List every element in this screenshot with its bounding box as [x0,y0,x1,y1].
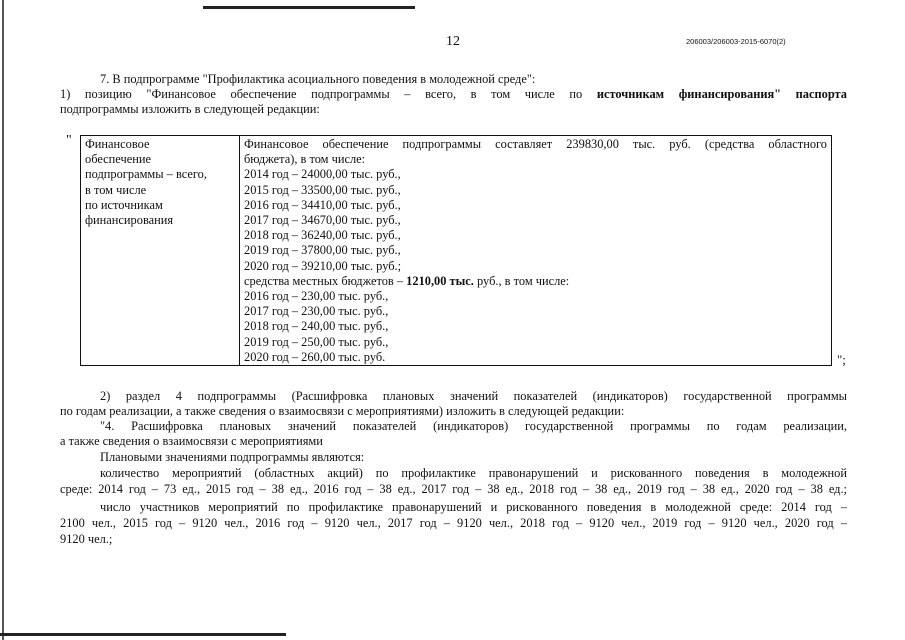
section-2-line-9: 2100 чел., 2015 год – 9120 чел., 2016 год – 9120 чел., 2017 год – 9120 чел., 2018 год – 9120 чел., 2019 год – 9120 чел., 2020 год – [60,516,847,530]
local-budget-intro-text: средства местных бюджетов – [244,273,407,288]
local-year-line: 2016 год – 230,00 тыс. руб., [244,289,389,304]
page-number: 12 [446,34,460,49]
passport-table [80,135,832,366]
label-line: Финансовое [85,137,150,151]
regional-year-line: 2017 год – 34670,00 тыс. руб., [244,213,401,228]
section-2-line-1: 2) раздел 4 подпрограммы (Расшифровка плановых значений показателей (индикаторов) государственной программы [100,389,847,403]
label-line: финансирования [85,213,174,228]
local-year-line: 2017 год – 230,00 тыс. руб., [244,304,389,319]
label-line: по источникам [85,197,163,212]
section-2-line-8: число участников мероприятий по профилактике правонарушений и рискованного поведения в молодежной среде: 2014 год – [100,500,847,514]
local-year-line: 2018 год – 240,00 тыс. руб., [244,319,389,334]
local-budget-total: 1210,00 тыс. [406,273,474,288]
table-close-quote: "; [837,352,846,367]
section-7-item-1-line-2: подпрограммы изложить в следующей редакции: [60,102,320,116]
regional-year-line: 2020 год – 39210,00 тыс. руб.; [244,258,402,273]
section-7-heading: 7. В подпрограмме "Профилактика асоциального поведения в молодежной среде": [100,72,536,86]
label-line: обеспечение [85,152,151,167]
section-2-line-7: среде: 2014 год – 73 ед., 2015 год – 38 ед., 2016 год – 38 ед., 2017 год – 38 ед., 2018 год – 38 ед., 2019 год – 38 ед., 2020 год – 38 ед.; [60,482,847,496]
section-7-item-1-text: 1) позицию "Финансовое обеспечение подпрограммы – всего, в том числе по [60,87,597,101]
funding-intro-line-1: Финансовое обеспечение подпрограммы составляет 239830,00 тыс. руб. (средства областного [244,137,827,151]
local-year-line: 2020 год – 260,00 тыс. руб. [244,349,386,364]
section-2-line-10: 9120 чел.; [60,532,113,546]
label-line: в том числе [85,182,147,197]
label-line: подпрограммы – всего, [85,167,207,182]
section-2-line-4: а также сведения о взаимосвязи с мероприятиями [60,434,323,448]
document-id: 206003/206003-2015-6070(2) [686,37,786,46]
section-2-line-3: "4. Расшифровка плановых значений показателей (индикаторов) государственной программы по годам реализации, [100,419,847,433]
local-year-line: 2019 год – 250,00 тыс. руб., [244,334,389,349]
local-budget-intro-tail: руб., в том числе: [473,273,570,288]
section-2-line-2: по годам реализации, а также сведения о взаимосвязи с мероприятиями) изложить в следующей редакции: [60,404,625,418]
table-open-quote: " [66,133,72,148]
section-2-line-6: количество мероприятий (областных акций) по профилактике правонарушений и рискованного поведения в молодежной [100,466,847,480]
local-budget-intro [244,274,827,289]
scan-edge-left [2,0,4,640]
regional-year-line: 2014 год – 24000,00 тыс. руб., [244,167,401,182]
scan-mark-bottom [0,633,286,636]
table-row [81,136,832,366]
regional-year-line: 2019 год – 37800,00 тыс. руб., [244,243,401,258]
section-2-line-5: Плановыми значениями подпрограммы являются: [100,450,365,464]
scan-mark-top [203,6,415,9]
section-7-item-1-bold: источникам финансирования" паспорта [596,87,847,101]
regional-year-line: 2018 год – 36240,00 тыс. руб., [244,228,401,243]
passport-value-cell [240,136,832,366]
passport-label-cell [81,136,240,366]
regional-year-line: 2015 год – 33500,00 тыс. руб., [244,182,401,197]
funding-intro-line-2: бюджета), в том числе: [244,152,366,167]
regional-year-line: 2016 год – 34410,00 тыс. руб., [244,197,401,212]
section-7-item-1-line-1 [60,87,847,101]
